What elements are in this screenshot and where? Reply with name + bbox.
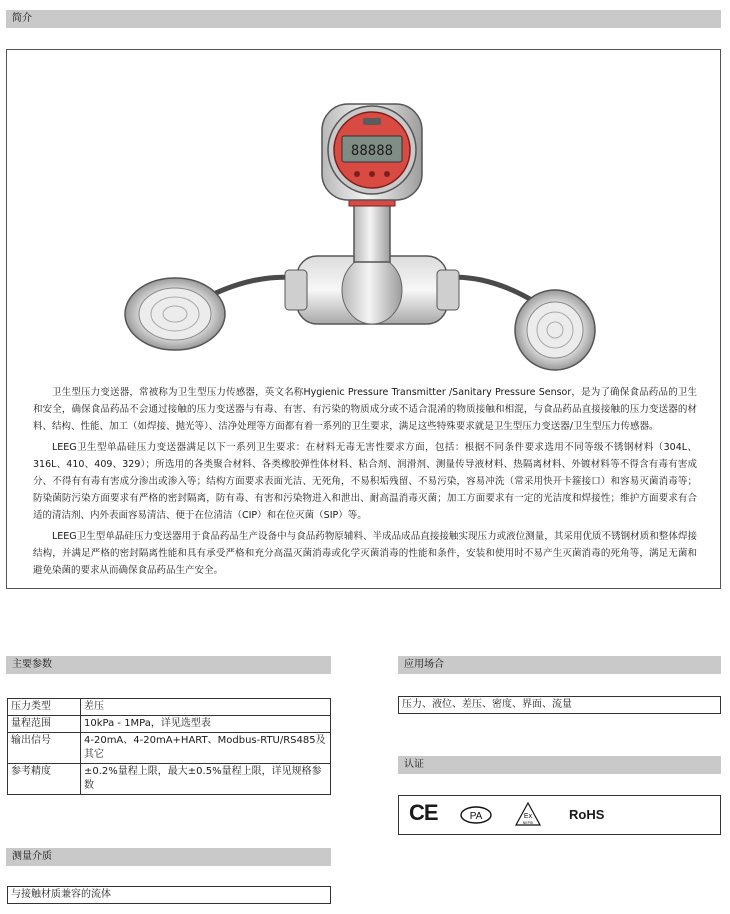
medium-heading: 测量介质: [12, 851, 52, 862]
certification-box: [398, 795, 721, 835]
params-heading: 主要参数: [12, 659, 52, 670]
params-table: [7, 698, 331, 795]
display-reading: 88888: [350, 143, 394, 159]
rohs-mark: RoHS: [569, 807, 605, 822]
intro-heading-bar: [6, 10, 721, 28]
transmitter-illustration: [117, 74, 617, 374]
medium-heading-bar: [6, 848, 331, 866]
application-heading-bar: [398, 656, 721, 674]
intro-box: [6, 49, 721, 589]
param-key: 输出信号: [8, 733, 81, 764]
param-key: 量程范围: [8, 716, 81, 733]
certification-heading: 认证: [404, 759, 424, 770]
svg-text:Ex: Ex: [523, 813, 533, 820]
certification-heading-bar: [398, 756, 721, 774]
table-row: [8, 699, 331, 716]
pa-mark-icon: [459, 805, 493, 828]
application-heading: 应用场合: [404, 659, 444, 670]
intro-paragraph-1: 卫生型压力变送器，常被称为卫生型压力传感器，英文名称Hygienic Pressure Transmitter /Sanitary Pressure Sensor，是为了确保食品药品的卫生和安全，确保食品药品不会通过接触的压力变送器与有毒、有害、有污染的物质成分或不适合混淆的物质接触和相混，与食品药品直接接触的压力变送器的材料、结构、性能、加工（如焊接、抛光等）、洁净处理等方面都有着一系列的卫生要求，满足这些特殊要求就是卫生型压力变送器/卫生型压力传感器。: [33, 387, 697, 432]
param-value: 差压: [81, 699, 331, 716]
svg-text:NEPSI: NEPSI: [522, 821, 534, 825]
ce-mark-icon: CE: [409, 800, 438, 825]
intro-heading: 简介: [12, 13, 32, 24]
param-value: 4-20mA、4-20mA+HART、Modbus-RTU/RS485及其它: [81, 733, 331, 764]
table-row: [8, 764, 331, 795]
param-value: ±0.2%量程上限，最大±0.5%量程上限，详见规格参数: [81, 764, 331, 795]
intro-paragraph-3: LEEG卫生型单晶硅压力变送器用于食品药品生产设备中与食品药物原辅料、半成品成品直接接触实现压力或液位测量，其采用优质不锈钢材质和整体焊接结构，并满足严格的密封隔离性能和具有承受严格和充分高温灭菌消毒或化学灭菌消毒的性能和条件，安装和使用时不易产生灭菌消毒的死角等，满足无菌和避免染菌的要求从而确保食品药品生产安全。: [33, 531, 697, 576]
param-value: 10kPa - 1MPa，详见选型表: [81, 716, 331, 733]
svg-text:PA: PA: [469, 811, 483, 822]
intro-paragraph-2: LEEG卫生型单晶硅压力变送器满足以下一系列卫生要求：在材料无毒无害性要求方面，包括：根据不同条件要求选用不同等级不锈钢材料（304L、316L、410、409、329）；所选用的各类聚合材料、各类橡胶弹性体材料、粘合剂、润滑剂、测量传导液材料、热隔离材料、外镀材料等不得含有毒有害成分、不得有有毒有害成分渗出或渗入等；结构方面要求表面光洁、无死角，不易积垢残留、不易污染，容易冲洗（常采用快开卡箍接口）和容易灭菌消毒等；防染菌防污染方面要求有严格的密封隔离，防有毒、有害和污染物进入和泄出、耐高温消毒灭菌；加工方面要求有一定的光洁度和焊接性；维护方面要求有合适的清洁剂、内外表面容易清洁、便于在位清洁（CIP）和在位灭菌（SIP）等。: [33, 442, 697, 521]
param-key: 压力类型: [8, 699, 81, 716]
application-value: 压力、液位、差压、密度、界面、流量: [398, 696, 721, 714]
params-heading-bar: [6, 656, 331, 674]
ex-nepsi-mark-icon: [514, 800, 542, 831]
intro-text: [33, 384, 697, 583]
table-row: [8, 716, 331, 733]
param-key: 参考精度: [8, 764, 81, 795]
table-row: [8, 733, 331, 764]
medium-value: 与接触材质兼容的流体: [7, 886, 331, 904]
